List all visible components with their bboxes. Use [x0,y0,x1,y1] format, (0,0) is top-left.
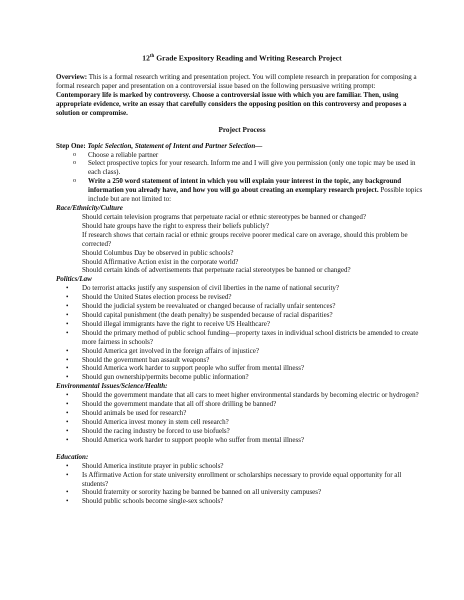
category-heading: Race/Ethnicity/Culture [56,203,123,212]
list-item [56,364,428,373]
bullet: • [66,488,69,497]
title-ordinal-suffix: th [149,54,155,59]
list-item [56,418,428,427]
list-item [56,329,428,347]
list-item [56,462,428,471]
bullet: • [66,409,69,418]
bullet: • [66,364,69,373]
category-list [56,391,428,444]
bullet: • [66,497,69,506]
bullet: • [66,311,69,320]
bullet: • [66,470,69,479]
list-item [56,373,428,382]
topic-question: Should Affirmative Action exist in the corporate world? [82,257,239,266]
writing-prompt: Contemporary life is marked by controversy. Choose a controversial issue with which you are familiar. Then, using appropriate evidence, write an essay that carefully considers the opposing position on this controversy and proposes a solution or compromise. [56,90,407,117]
list-item [56,266,428,275]
topic-question: Should hate groups have the right to express their beliefs publicly? [82,221,270,230]
topic-question: Should America work harder to support people who suffer from mental illness? [82,364,305,373]
topic-question: Should America invest money in stem cell research? [82,418,229,426]
list-item [56,231,428,249]
overview-label: Overview: [56,72,88,81]
bullet: • [66,461,69,470]
list-item [56,497,428,506]
step-one-item [56,177,428,204]
bullet: • [66,391,69,400]
topic-question: Should the government mandate that all cars to meet higher environmental standards by becoming electric or hydrogen? [82,391,419,400]
step-one-item [56,159,428,177]
bullet: • [66,418,69,426]
topic-question: Should the primary method of public school funding—property taxes in individual school districts be amended to create more fairness in schools? [82,328,419,346]
step-one-list [56,151,428,204]
circle-bullet: o [73,150,77,158]
step-one-label: Step One: [56,141,86,150]
list-item [56,347,428,356]
list-item [56,222,428,231]
bullet: • [66,293,69,302]
bullet: • [66,426,69,435]
topic-question: If research shows that certain racial or ethnic groups receive poorer medical care on average, should this problem be corrected? [82,230,408,248]
category-list [56,462,428,507]
circle-bullet: o [73,159,77,167]
list-item [56,293,428,302]
title-grade: 12 [142,53,150,63]
topic-question: Should fraternity or sorority hazing be banned be banned on all university campuses? [82,488,322,497]
bullet: • [66,346,69,355]
bullet: • [66,373,69,382]
list-item [56,400,428,409]
step-one-item-text: Choose a reliable partner [88,150,159,159]
topic-question: Should certain kinds of advertisements that perpetuate racial stereotypes be banned or changed? [82,266,351,275]
step-one-item-bold: Write a 250 word statement of intent in which you will explain your interest in the topic, any background information you already have, and how you will go about creating an exemplary research project. [88,177,402,195]
topic-question: Is Affirmative Action for state university enrollment or scholarships necessary to provide equal opportunity for all students? [82,470,402,488]
bullet: • [66,355,69,364]
topic-question: Should public schools become single-sex schools? [82,497,224,506]
list-item [56,258,428,267]
topic-question: Should certain television programs that perpetuate racial or ethnic stereotypes be banned or changed? [82,212,366,221]
list-item [56,356,428,365]
list-item [56,471,428,489]
step-one-item-text: Select prospective topics for your research. Inform me and I will give you permission (only one topic may be used in each class). [88,159,416,177]
overview-text: This is a formal research writing and presentation project. You will complete research in preparation for composing a formal research paper and presentation on a controversial issue based on the following persuasive writing prompt: [56,72,417,90]
bullet: • [66,328,69,337]
topic-question: Should gun ownership/permits become public information? [82,373,249,382]
process-heading: Project Process [218,125,266,134]
step-one-topic: Topic Selection, Statement of Intent and Partner Selection— [85,141,263,150]
topic-question: Should the United States election process be revised? [82,293,232,302]
topic-question: Do terrorist attacks justify any suspension of civil liberties in the name of national security? [82,284,339,293]
list-item [56,427,428,436]
topic-question: Should the government mandate that all off shore drilling be banned? [82,400,277,409]
category-heading: Politics/Law [56,275,92,284]
list-item [56,302,428,311]
topic-question: Should animals be used for research? [82,409,187,418]
topic-question: Should the government ban assault weapons? [82,355,210,364]
bullet: • [66,284,69,293]
bullet: • [66,400,69,409]
topic-question: Should illegal immigrants have the right to receive US Healthcare? [82,319,270,328]
topic-categories [56,204,428,506]
list-item [56,284,428,293]
circle-bullet: o [73,177,77,185]
bullet: • [66,319,69,328]
topic-question: Should America get involved in the foreign affairs of injustice? [82,346,259,355]
overview-paragraph [56,73,428,91]
topic-question: Should the judicial system be reevaluated or changed because of racially unfair sentences? [82,302,336,311]
category-list [56,213,428,275]
list-item [56,488,428,497]
list-item [56,249,428,258]
title-text: Grade Expository Reading and Writing Research Project [154,53,342,63]
step-one-item-text: Possible topics include but are not limited to: [88,186,423,204]
topic-question: Should the racing industry be forced to use biofuels? [82,426,230,435]
topic-question: Should capital punishment (the death penalty) be suspended because of racial disparities? [82,311,333,320]
list-item [56,391,428,400]
list-item [56,436,428,445]
list-item [56,320,428,329]
topic-question: Should America institute prayer in public schools? [82,461,224,470]
list-item [56,213,428,222]
category-list [56,284,428,382]
step-one-item [56,151,428,160]
list-item [56,409,428,418]
topic-question: Should Columbus Day be observed in public schools? [82,248,234,257]
list-item [56,311,428,320]
bullet: • [66,435,69,444]
topic-question: Should America work harder to support people who suffer from mental illness? [82,435,305,444]
category-heading: Environmental Issues/Science/Health: [56,382,168,391]
bullet: • [66,302,69,311]
category-heading: Education: [56,452,89,461]
document-title [56,52,428,64]
step-one-heading [56,142,428,151]
